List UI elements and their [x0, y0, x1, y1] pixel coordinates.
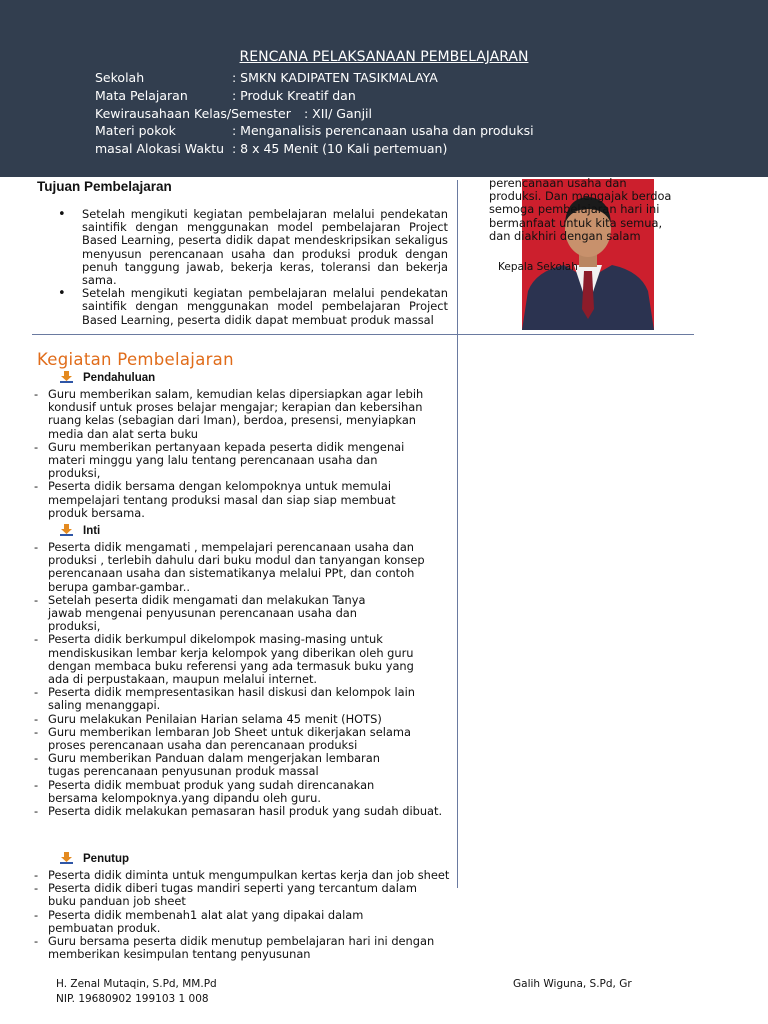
activity-item: - Guru memberikan Panduan dalam mengerjakan lembaran tugas perencanaan penyusunan produk massal — [32, 752, 388, 778]
activity-item: - Peserta didik melakukan pemasaran hasil produk yang sudah dibuat. — [32, 805, 452, 818]
activity-item: - Guru bersama peserta didik menutup pembelajaran hari ini dengan memberikan kesimpulan tentang penyusunan — [32, 935, 438, 961]
guru-name: Galih Wiguna, S.Pd, Gr — [513, 978, 632, 990]
closing-text: perencanaan usaha dan produksi. Dan mengajak berdoa semoga pembelajaran hari ini bermanfaat untuk kita semua, dan diakhiri dengan salam — [489, 176, 672, 243]
document-header — [0, 0, 768, 177]
inti-list — [32, 541, 452, 818]
tujuan-item: • Setelah mengikuti kegiatan pembelajaran melalui pendekatan saintifik dengan menggunakan model pembelajaran Project Based Learning, peserta didik dapat mendeskripsikan sekaligus menyusun perencanaan usaha dan produksi produk dengan penuh tanggung jawab, bekerja keras, toleransi dan bekerja sama. — [62, 208, 448, 287]
header-value: : XII/ Ganjil — [304, 106, 372, 121]
column-divider — [457, 180, 458, 888]
header-label: Materi pokok — [95, 123, 176, 138]
penutup-list — [32, 869, 452, 961]
activity-item: - Guru melakukan Penilaian Harian selama 45 menit (HOTS) — [32, 713, 452, 726]
inti-subheading — [60, 524, 100, 537]
header-value: : SMKN KADIPATEN TASIKMALAYA — [232, 70, 438, 85]
section-divider — [32, 334, 694, 335]
header-label: Mata Pelajaran — [95, 88, 188, 103]
header-label: Kewirausahaan Kelas/Semester — [95, 106, 291, 121]
document-title: RENCANA PELAKSANAAN PEMBELAJARAN — [239, 49, 529, 65]
activity-item: - Peserta didik membenah1 alat alat yang dipakai dalam pembuatan produk. — [32, 909, 418, 935]
activity-item: - Peserta didik mengamati , mempelajari perencanaan usaha dan produksi , terlebih dahulu dari buku modul dan tanyangan konsep perencanaan usaha dan sistematikanya melalui PPt, dan contoh berupa gambar-gambar.. — [32, 541, 452, 594]
teacher-name: H. Zenal Mutaqin, S.Pd, MM.Pd — [56, 978, 217, 990]
header-label: masal Alokasi Waktu — [95, 141, 225, 156]
penutup-label: Penutup — [83, 853, 129, 865]
tujuan-list — [62, 208, 448, 327]
activity-item: - Guru memberikan lembaran Job Sheet untuk dikerjakan selama proses perencanaan usaha dan perencanaan produksi — [32, 726, 452, 752]
pendahuluan-subheading — [60, 371, 155, 384]
pendahuluan-list — [32, 388, 452, 520]
kepala-sekolah-label: Kepala Sekolah — [498, 261, 578, 273]
activity-item: - Peserta didik diberi tugas mandiri seperti yang tercantum dalam buku panduan job sheet — [32, 882, 438, 908]
bullet-arrow-icon — [60, 852, 73, 864]
penutup-subheading — [60, 852, 129, 865]
pendahuluan-label: Pendahuluan — [83, 372, 156, 384]
kegiatan-heading: Kegiatan Pembelajaran — [37, 350, 234, 369]
inti-label: Inti — [83, 525, 101, 537]
activity-item: - Peserta didik membuat produk yang sudah direncanakan bersama kelompoknya.yang dipandu oleh guru. — [32, 779, 423, 805]
activity-item: - Guru memberikan pertanyaan kepada peserta didik mengenai materi minggu yang lalu tentang perencanaan usaha dan produksi, — [32, 441, 408, 481]
bullet-arrow-icon — [60, 371, 73, 383]
header-value: : Produk Kreatif dan — [232, 88, 356, 103]
activity-item: - Peserta didik diminta untuk mengumpulkan kertas kerja dan job sheet — [32, 869, 452, 882]
header-value: : Menganalisis perencanaan usaha dan produksi — [232, 123, 534, 138]
header-label: Sekolah — [95, 70, 145, 85]
bullet-arrow-icon — [60, 524, 73, 536]
teacher-nip: NIP. 19680902 199103 1 008 — [56, 993, 209, 1005]
activity-item: - Guru memberikan salam, kemudian kelas dipersiapkan agar lebih kondusif untuk proses belajar mengajar; kerapian dan kebersihan ruang kelas (sebagian dari Iman), berdoa, presensi, menyiapkan media dan alat serta buku — [32, 388, 452, 441]
activity-item: - Peserta didik mempresentasikan hasil diskusi dan kelompok lain saling menanggapi. — [32, 686, 452, 712]
activity-item: - Peserta didik bersama dengan kelompoknya untuk memulai mempelajari tentang produksi masal dan siap siap membuat produk bersama. — [32, 480, 398, 520]
activity-item: - Peserta didik berkumpul dikelompok masing-masing untuk mendiskusikan lembar kerja kelompok yang diberikan oleh guru dengan membaca buku referensi yang ada termasuk buku yang ada di perpustakaan, maupun melalui internet. — [32, 633, 438, 686]
activity-item: - Setelah peserta didik mengamati dan melakukan Tanya jawab mengenai penyusunan perencanaan usaha dan produksi, — [32, 594, 388, 634]
tujuan-heading: Tujuan Pembelajaran — [37, 179, 172, 194]
header-value: : 8 x 45 Menit (10 Kali pertemuan) — [232, 141, 448, 156]
tujuan-item: • Setelah mengikuti kegiatan pembelajaran melalui pendekatan saintifik dengan menggunakan model pembelajaran Project Based Learning, peserta didik dapat membuat produk massal — [62, 287, 448, 327]
